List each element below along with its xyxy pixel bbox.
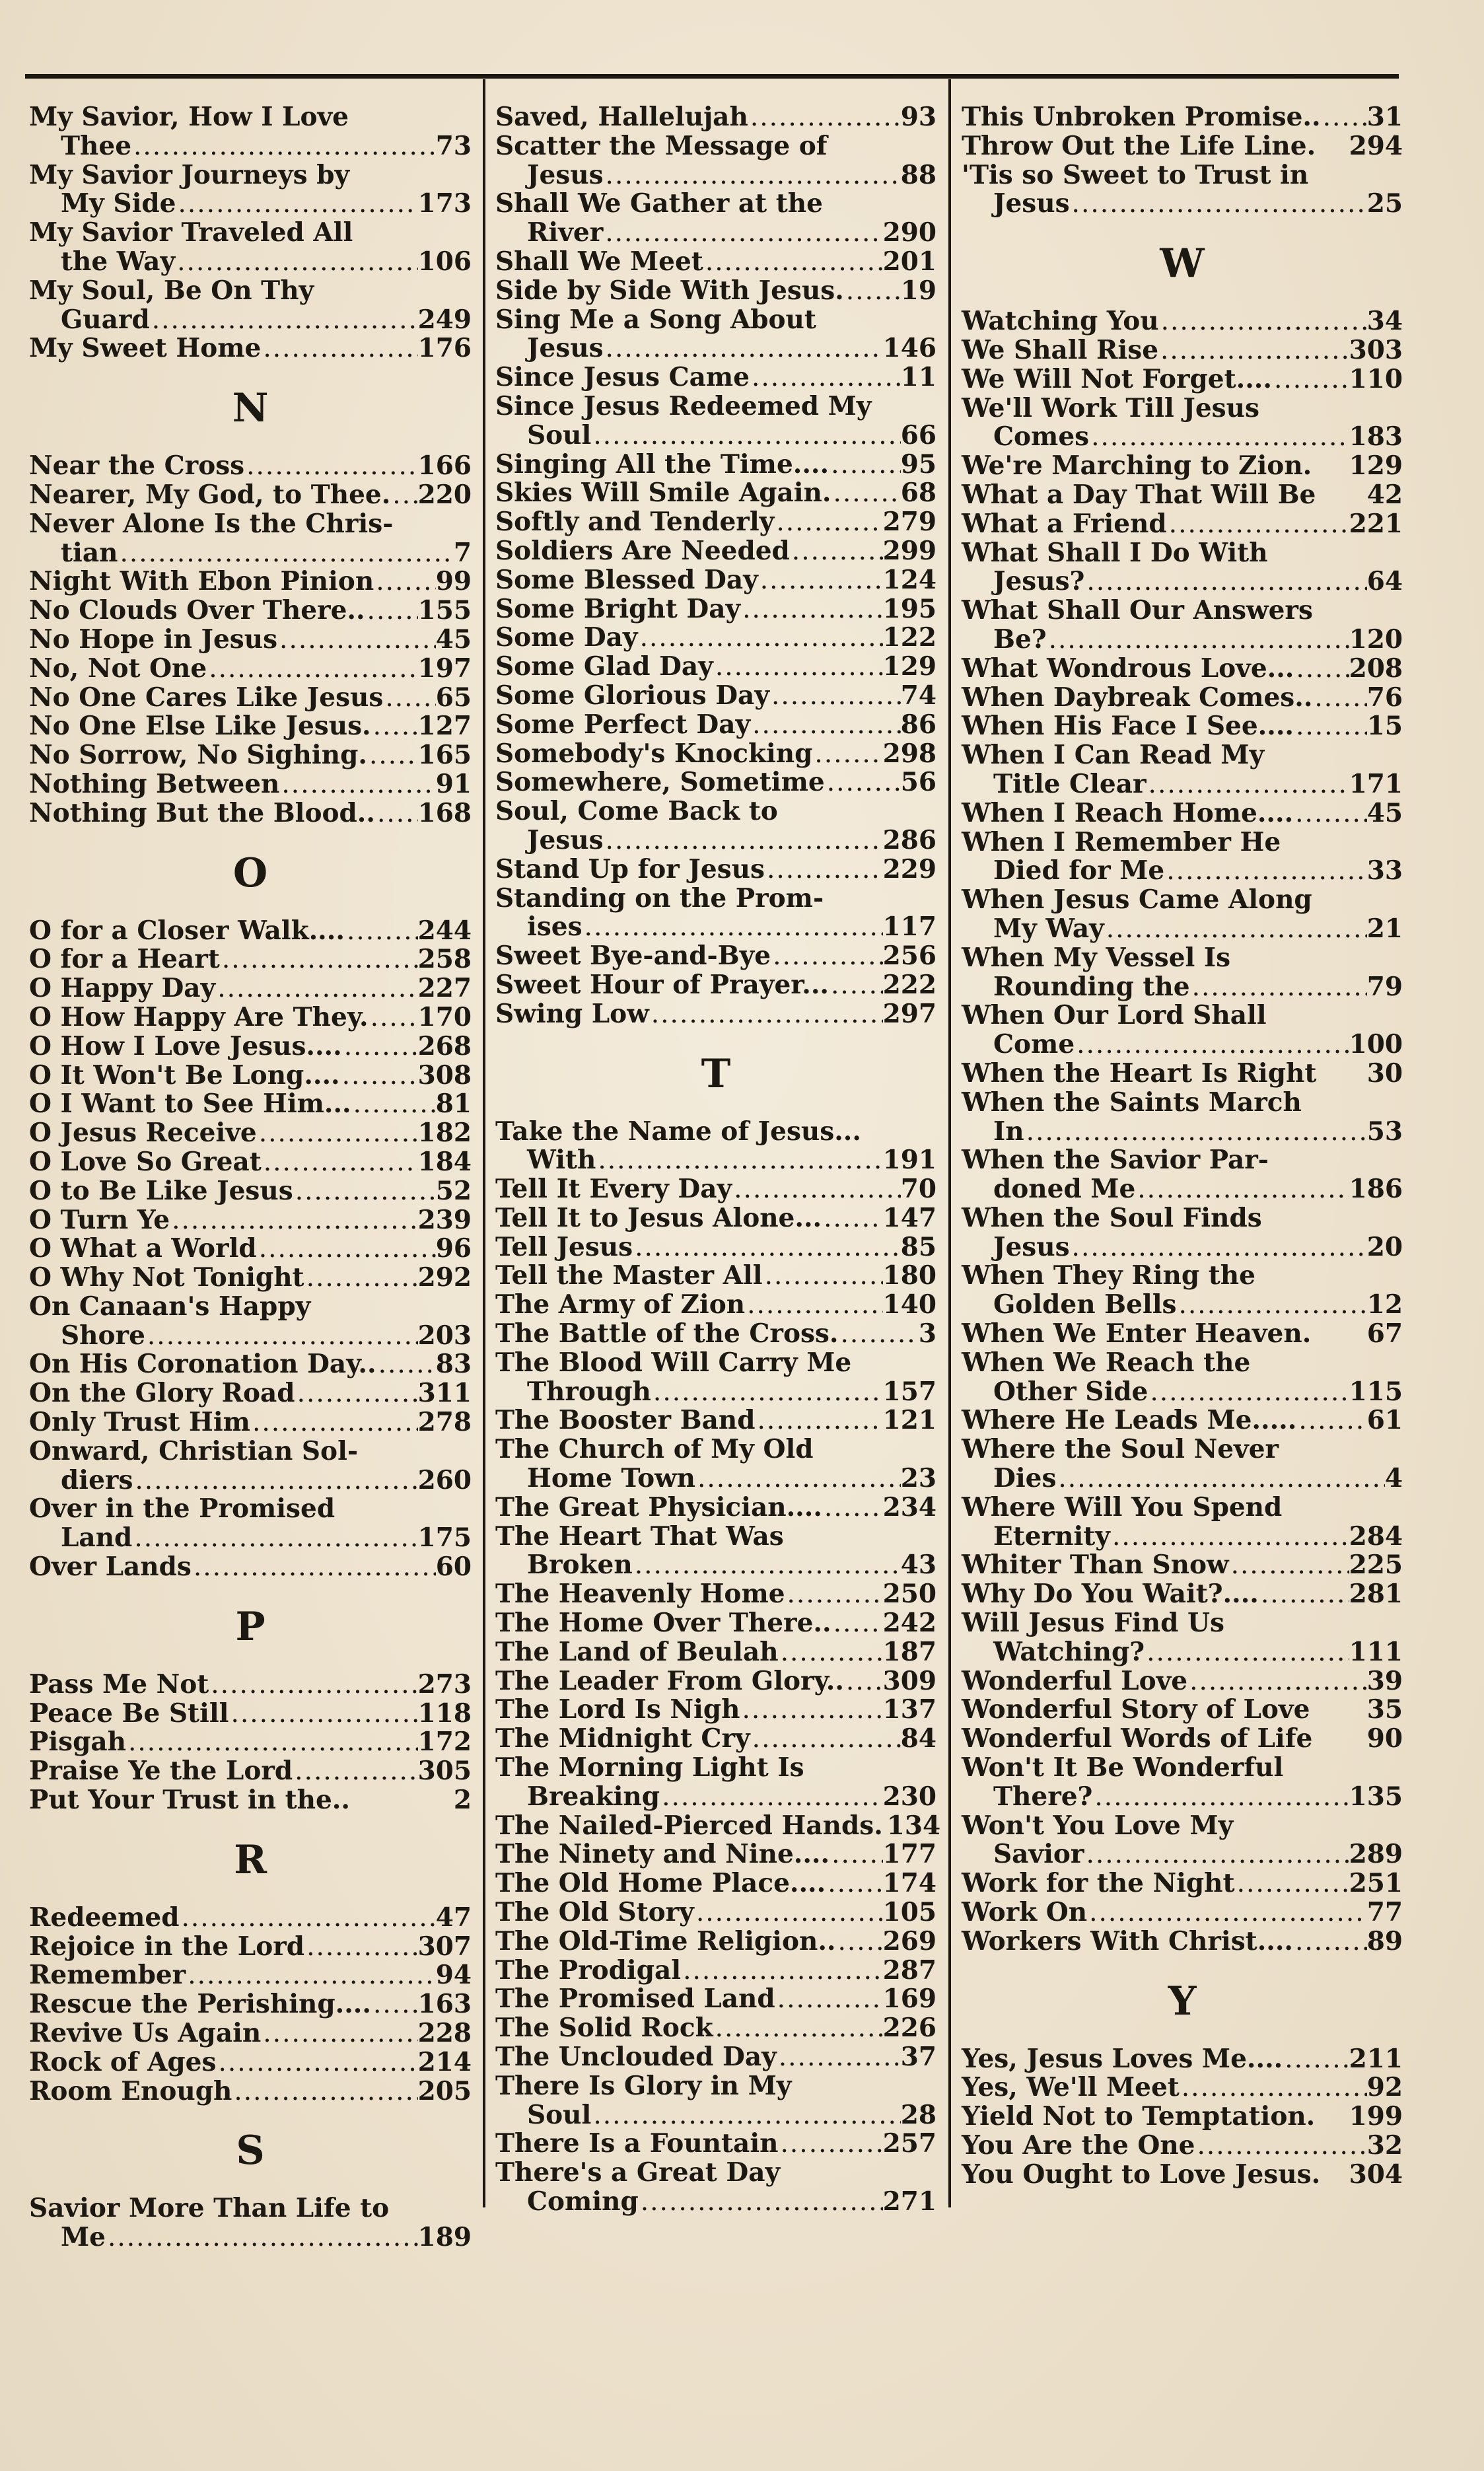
index-entry: Nothing But the Blood.. ..... 168 xyxy=(29,799,472,828)
section-letter-n: N xyxy=(232,385,269,432)
index-entry: We Will Not Forget.... ..... 110 xyxy=(962,365,1403,394)
index-entry: The Midnight Cry ..... 84 xyxy=(495,1725,936,1754)
index-entry: Golden Bells ..... 12 xyxy=(962,1291,1403,1320)
column-divider-right xyxy=(948,79,951,2207)
index-entry: When His Face I See.... ..... 15 xyxy=(962,712,1403,741)
index-entry: Jesus ..... 286 xyxy=(495,826,936,855)
index-column-1 xyxy=(29,103,472,2252)
index-entry: When the Heart Is Right 30 xyxy=(962,1057,1403,1089)
index-entry: Soul ..... 66 xyxy=(495,421,936,450)
index-entry: Shore ..... 203 xyxy=(29,1322,472,1351)
index-entry: O I Want to See Him... ..... 81 xyxy=(29,1090,472,1119)
index-entry: Some Glorious Day ..... 74 xyxy=(495,682,936,711)
index-entry: Near the Cross ..... 166 xyxy=(29,452,472,481)
index-entry: What Wondrous Love... ..... 208 xyxy=(962,655,1403,684)
index-entry-title: My Savior Journeys by xyxy=(29,159,350,190)
index-entry: Redeemed ..... 47 xyxy=(29,1904,472,1933)
index-entry: My Sweet Home ..... 176 xyxy=(29,334,472,363)
index-entry: Wonderful Love ..... 39 xyxy=(962,1667,1403,1696)
index-entry: Watching? ..... 111 xyxy=(962,1638,1403,1667)
index-entry-title: When They Ring the xyxy=(962,1260,1255,1291)
index-entry-title: Soul, Come Back to xyxy=(495,796,778,827)
index-entry: O Jesus Receive ..... 182 xyxy=(29,1119,472,1148)
index-entry: O How Happy Are They. ..... 170 xyxy=(29,1003,472,1032)
index-entry: Where He Leads Me..... ..... 61 xyxy=(962,1406,1403,1435)
index-entry-title: The Blood Will Carry Me xyxy=(495,1347,852,1378)
index-entry: My Way ..... 21 xyxy=(962,915,1403,944)
index-entry: The Unclouded Day ..... 37 xyxy=(495,2043,936,2072)
page-number: 176 xyxy=(417,333,472,364)
index-entry: On His Coronation Day.. ..... 83 xyxy=(29,1350,472,1379)
index-entry: The Home Over There.. ..... 242 xyxy=(495,1609,936,1638)
index-entry: Why Do You Wait?.... ..... 281 xyxy=(962,1580,1403,1609)
index-entry: Tell the Master All ..... 180 xyxy=(495,1262,936,1291)
index-entry: Throw Out the Life Line. 294 xyxy=(962,130,1403,161)
index-column-3 xyxy=(962,103,1403,2190)
index-entry: Work On ..... 77 xyxy=(962,1898,1403,1927)
index-entry: Sweet Hour of Prayer... ..... 222 xyxy=(495,971,936,1000)
index-entry: Sweet Bye-and-Bye ..... 256 xyxy=(495,942,936,971)
index-entry-title: Savior More Than Life to xyxy=(29,2193,390,2224)
index-entry: No One Else Like Jesus. ..... 127 xyxy=(29,712,472,741)
index-entry: Rescue the Perishing.... ..... 163 xyxy=(29,1990,472,2019)
section-letter-r: R xyxy=(234,1836,267,1883)
index-entry: No Sorrow, No Sighing. ..... 165 xyxy=(29,741,472,770)
index-entry: Nearer, My God, to Thee. ..... 220 xyxy=(29,481,472,510)
index-entry: Savior ..... 289 xyxy=(962,1840,1403,1869)
index-entry: You Are the One ..... 32 xyxy=(962,2131,1403,2161)
index-entry-title: There Is Glory in My xyxy=(495,2070,792,2101)
index-column-2 xyxy=(495,102,941,2217)
index-entry: Thee ..... 73 xyxy=(29,132,472,161)
index-entry: Watching You ..... 34 xyxy=(962,307,1403,336)
index-entry: The Ninety and Nine.... ..... 177 xyxy=(495,1840,936,1869)
index-entry: The Booster Band ..... 121 xyxy=(495,1406,936,1435)
index-entry: Dies ..... 4 xyxy=(962,1464,1403,1493)
index-entry: Only Trust Him ..... 278 xyxy=(29,1408,472,1437)
index-entry-title: Standing on the Prom- xyxy=(495,882,824,913)
index-entry: O How I Love Jesus.... ..... 268 xyxy=(29,1032,472,1061)
index-entry: The Nailed-Pierced Hands. 134 xyxy=(495,1810,941,1841)
section-letter-t: T xyxy=(701,1050,731,1097)
index-entry: Soul ..... 28 xyxy=(495,2101,936,2130)
index-entry: With ..... 191 xyxy=(495,1146,936,1175)
index-entry: Breaking ..... 230 xyxy=(495,1783,936,1812)
index-entry: Broken ..... 43 xyxy=(495,1551,936,1580)
index-entry: the Way ..... 106 xyxy=(29,248,472,277)
index-entry: Praise Ye the Lord ..... 305 xyxy=(29,1757,472,1786)
index-entry: No, Not One ..... 197 xyxy=(29,655,472,684)
index-entry: Somewhere, Sometime ..... 56 xyxy=(495,768,936,797)
index-entry: Since Jesus Came ..... 11 xyxy=(495,363,936,392)
index-entry-title: What Shall I Do With xyxy=(962,537,1268,568)
page-number: 106 xyxy=(417,246,472,277)
index-entry: Pass Me Not ..... 273 xyxy=(29,1670,472,1700)
index-entry: O for a Heart ..... 258 xyxy=(29,945,472,974)
index-entry: The Prodigal ..... 287 xyxy=(495,1956,936,1986)
index-entry-title: Where the Soul Never xyxy=(962,1434,1279,1465)
index-entry: No Clouds Over There.. ..... 155 xyxy=(29,596,472,626)
index-entry-title: When the Soul Finds xyxy=(962,1202,1262,1233)
index-entry: The Land of Beulah ..... 187 xyxy=(495,1638,936,1667)
index-entry: Night With Ebon Pinion ..... 99 xyxy=(29,567,472,596)
index-entry: No Hope in Jesus ..... 45 xyxy=(29,626,472,655)
index-entry: Some Glad Day ..... 129 xyxy=(495,653,936,682)
index-entry: You Ought to Love Jesus. 304 xyxy=(962,2159,1403,2190)
index-entry: Rejoice in the Lord ..... 307 xyxy=(29,1933,472,1962)
index-entry-title: Shall We Gather at the xyxy=(495,188,823,219)
index-entry: Jesus ..... 25 xyxy=(962,190,1403,219)
index-entry: When Daybreak Comes.. ..... 76 xyxy=(962,684,1403,713)
index-entry: Pisgah ..... 172 xyxy=(29,1728,472,1757)
index-entry-title: Never Alone Is the Chris- xyxy=(29,508,394,539)
index-entry: Whiter Than Snow ..... 225 xyxy=(962,1551,1403,1580)
index-entry: There? ..... 135 xyxy=(962,1783,1403,1812)
index-entry-title: When the Savior Par- xyxy=(962,1145,1269,1176)
index-entry: Rock of Ages ..... 214 xyxy=(29,2048,472,2077)
index-entry-title: There's a Great Day xyxy=(495,2157,781,2188)
index-entry: Soldiers Are Needed ..... 299 xyxy=(495,537,936,566)
index-entry-title: When We Reach the xyxy=(962,1347,1251,1378)
index-entry: Skies Will Smile Again. ..... 68 xyxy=(495,479,936,508)
index-entry: Some Bright Day ..... 195 xyxy=(495,595,936,624)
index-entry-title: Over in the Promised xyxy=(29,1493,336,1524)
index-entry-title: When I Can Read My xyxy=(962,740,1265,771)
index-entry-title: Onward, Christian Sol- xyxy=(29,1435,359,1466)
index-entry: Over Lands ..... 60 xyxy=(29,1553,472,1582)
index-entry: O Why Not Tonight ..... 292 xyxy=(29,1264,472,1293)
index-entry-title: The Church of My Old xyxy=(495,1434,814,1465)
index-entry: ises ..... 117 xyxy=(495,913,936,942)
index-entry: Me ..... 189 xyxy=(29,2223,472,2252)
index-entry: O for a Closer Walk.... ..... 244 xyxy=(29,917,472,946)
index-entry: My Side ..... 173 xyxy=(29,190,472,219)
index-entry-title: On Canaan's Happy xyxy=(29,1291,311,1322)
index-entry: Yield Not to Temptation. 199 xyxy=(962,2101,1403,2132)
index-entry: O Turn Ye ..... 239 xyxy=(29,1206,472,1235)
index-entry-title: Will Jesus Find Us xyxy=(962,1608,1224,1639)
index-entry: There Is a Fountain ..... 257 xyxy=(495,2130,936,2159)
index-entry: O What a World ..... 96 xyxy=(29,1235,472,1264)
index-entry-title: Sing Me a Song About xyxy=(495,304,816,335)
index-entry: Saved, Hallelujah ..... 93 xyxy=(495,103,936,132)
index-entry: Somebody's Knocking ..... 298 xyxy=(495,740,936,769)
index-entry-title: 'Tis so Sweet to Trust in xyxy=(962,159,1309,190)
index-entry: diers ..... 260 xyxy=(29,1466,472,1495)
index-entry: What a Friend ..... 221 xyxy=(962,510,1403,539)
index-entry: The Great Physician.... ..... 234 xyxy=(495,1493,936,1522)
index-entry: Remember ..... 94 xyxy=(29,1961,472,1990)
index-entry: Coming ..... 271 xyxy=(495,2188,936,2217)
index-entry-title: My Savior Traveled All xyxy=(29,217,353,248)
index-entry: Rounding the ..... 79 xyxy=(962,973,1403,1002)
index-entry: Land ..... 175 xyxy=(29,1524,472,1553)
index-entry: Tell Jesus ..... 85 xyxy=(495,1233,936,1262)
index-entry: The Promised Land ..... 169 xyxy=(495,1985,936,2014)
index-entry: Through ..... 157 xyxy=(495,1378,936,1407)
index-entry: Yes, We'll Meet ..... 92 xyxy=(962,2073,1403,2102)
index-entry: Nothing Between ..... 91 xyxy=(29,770,472,799)
index-entry: When We Enter Heaven. 67 xyxy=(962,1318,1403,1349)
section-letter-w: W xyxy=(1160,240,1205,287)
index-entry: The Old-Time Religion.. ..... 269 xyxy=(495,1927,936,1956)
page-number: 73 xyxy=(435,130,472,161)
index-entry: Wonderful Story of Love 35 xyxy=(962,1694,1403,1725)
index-entry: tian ..... 7 xyxy=(29,539,472,568)
index-entry-title: My Savior, How I Love xyxy=(29,102,349,132)
page-number: 173 xyxy=(417,188,472,219)
index-entry: Revive Us Again ..... 228 xyxy=(29,2019,472,2048)
index-entry-title: Won't It Be Wonderful xyxy=(962,1752,1284,1783)
index-entry: The Solid Rock ..... 226 xyxy=(495,2014,936,2043)
index-entry: Jesus ..... 88 xyxy=(495,161,936,190)
index-entry: The Old Home Place.... ..... 174 xyxy=(495,1869,936,1898)
index-entry-title: Where Will You Spend xyxy=(962,1491,1283,1522)
index-entry: Guard ..... 249 xyxy=(29,306,472,335)
index-entry-title: When My Vessel Is xyxy=(962,942,1231,973)
index-entry: Some Blessed Day ..... 124 xyxy=(495,566,936,595)
index-entry-title: The Morning Light Is xyxy=(495,1752,804,1783)
index-entry: Some Day ..... 122 xyxy=(495,624,936,653)
index-entry: Jesus? ..... 64 xyxy=(962,567,1403,596)
index-entry: Softly and Tenderly ..... 279 xyxy=(495,508,936,537)
index-entry: Shall We Meet ..... 201 xyxy=(495,248,936,277)
index-entry: O Love So Great ..... 184 xyxy=(29,1148,472,1177)
index-entry: Be? ..... 120 xyxy=(962,626,1403,655)
index-entry: Eternity ..... 284 xyxy=(962,1522,1403,1552)
index-entry: Title Clear ..... 171 xyxy=(962,770,1403,799)
index-entry-title: Take the Name of Jesus... xyxy=(495,1116,861,1147)
index-entry-title: My Soul, Be On Thy xyxy=(29,275,314,306)
index-entry: River ..... 290 xyxy=(495,219,936,248)
index-entry-title: When the Saints March xyxy=(962,1087,1302,1118)
index-entry-title: Scatter the Message of xyxy=(495,130,828,161)
index-entry: Stand Up for Jesus ..... 229 xyxy=(495,855,936,884)
column-divider-left xyxy=(483,79,485,2207)
index-entry: Comes ..... 183 xyxy=(962,423,1403,452)
index-entry: Side by Side With Jesus. ..... 19 xyxy=(495,277,936,306)
index-entry: Singing All the Time.... ..... 95 xyxy=(495,450,936,480)
index-entry: Jesus ..... 146 xyxy=(495,334,936,363)
index-entry: Jesus ..... 20 xyxy=(962,1233,1403,1262)
section-letter-s: S xyxy=(236,2128,265,2174)
section-letter-o: O xyxy=(232,849,268,896)
index-entry-title: When I Remember He xyxy=(962,826,1281,857)
index-entry: Some Perfect Day ..... 86 xyxy=(495,711,936,740)
index-entry: O to Be Like Jesus ..... 52 xyxy=(29,1177,472,1206)
index-entry: The Leader From Glory.. ..... 309 xyxy=(495,1667,936,1696)
index-entry-title: Won't You Love My xyxy=(962,1810,1234,1841)
index-entry: The Battle of the Cross. ..... 3 xyxy=(495,1320,936,1349)
index-entry: Put Your Trust in the.. 2 xyxy=(29,1785,472,1816)
index-entry: Yes, Jesus Loves Me.... ..... 211 xyxy=(962,2045,1403,2074)
index-entry: On the Glory Road ..... 311 xyxy=(29,1379,472,1408)
index-entry: Wonderful Words of Life 90 xyxy=(962,1723,1403,1754)
index-entry: This Unbroken Promise.. ..... 31 xyxy=(962,103,1403,132)
index-entry: Swing Low ..... 297 xyxy=(495,1000,936,1029)
index-entry: We're Marching to Zion. 129 xyxy=(962,450,1403,482)
index-entry: The Lord Is Nigh ..... 137 xyxy=(495,1696,936,1725)
index-entry: What a Day That Will Be 42 xyxy=(962,479,1403,510)
index-entry: In ..... 53 xyxy=(962,1118,1403,1147)
index-entry-title: When Jesus Came Along xyxy=(962,884,1312,915)
index-entry: When I Reach Home.... ..... 45 xyxy=(962,799,1403,828)
index-entry: Room Enough ..... 205 xyxy=(29,2077,472,2106)
index-entry: Tell It Every Day ..... 70 xyxy=(495,1175,936,1204)
section-letter-p: P xyxy=(235,1603,265,1650)
index-entry-title: What Shall Our Answers xyxy=(962,595,1313,626)
index-entry: Died for Me ..... 33 xyxy=(962,857,1403,886)
index-entry: Come ..... 100 xyxy=(962,1030,1403,1059)
index-entry-title: When Our Lord Shall xyxy=(962,1000,1267,1031)
index-entry: Workers With Christ.... ..... 89 xyxy=(962,1927,1403,1956)
index-entry: The Army of Zion ..... 140 xyxy=(495,1291,936,1320)
index-entry: Peace Be Still ..... 118 xyxy=(29,1700,472,1729)
index-entry: O It Won't Be Long.... ..... 308 xyxy=(29,1061,472,1091)
index-entry-title: Since Jesus Redeemed My xyxy=(495,390,872,421)
index-entry: The Old Story ..... 105 xyxy=(495,1898,936,1927)
index-entry: We Shall Rise ..... 303 xyxy=(962,336,1403,365)
index-entry: Home Town ..... 23 xyxy=(495,1464,936,1493)
index-entry: Work for the Night ..... 251 xyxy=(962,1869,1403,1898)
top-rule xyxy=(25,74,1399,79)
index-entry: The Heavenly Home ..... 250 xyxy=(495,1580,936,1609)
index-entry-title: The Heart That Was xyxy=(495,1521,784,1552)
index-entry: doned Me ..... 186 xyxy=(962,1175,1403,1204)
section-letter-y: Y xyxy=(1168,1978,1197,2024)
page-number: 249 xyxy=(417,304,472,335)
index-entry: Other Side ..... 115 xyxy=(962,1378,1403,1407)
index-entry: No One Cares Like Jesus ..... 65 xyxy=(29,684,472,713)
index-entry-title: We'll Work Till Jesus xyxy=(962,392,1259,423)
index-entry: Tell It to Jesus Alone... ..... 147 xyxy=(495,1204,936,1233)
index-entry: O Happy Day ..... 227 xyxy=(29,974,472,1003)
